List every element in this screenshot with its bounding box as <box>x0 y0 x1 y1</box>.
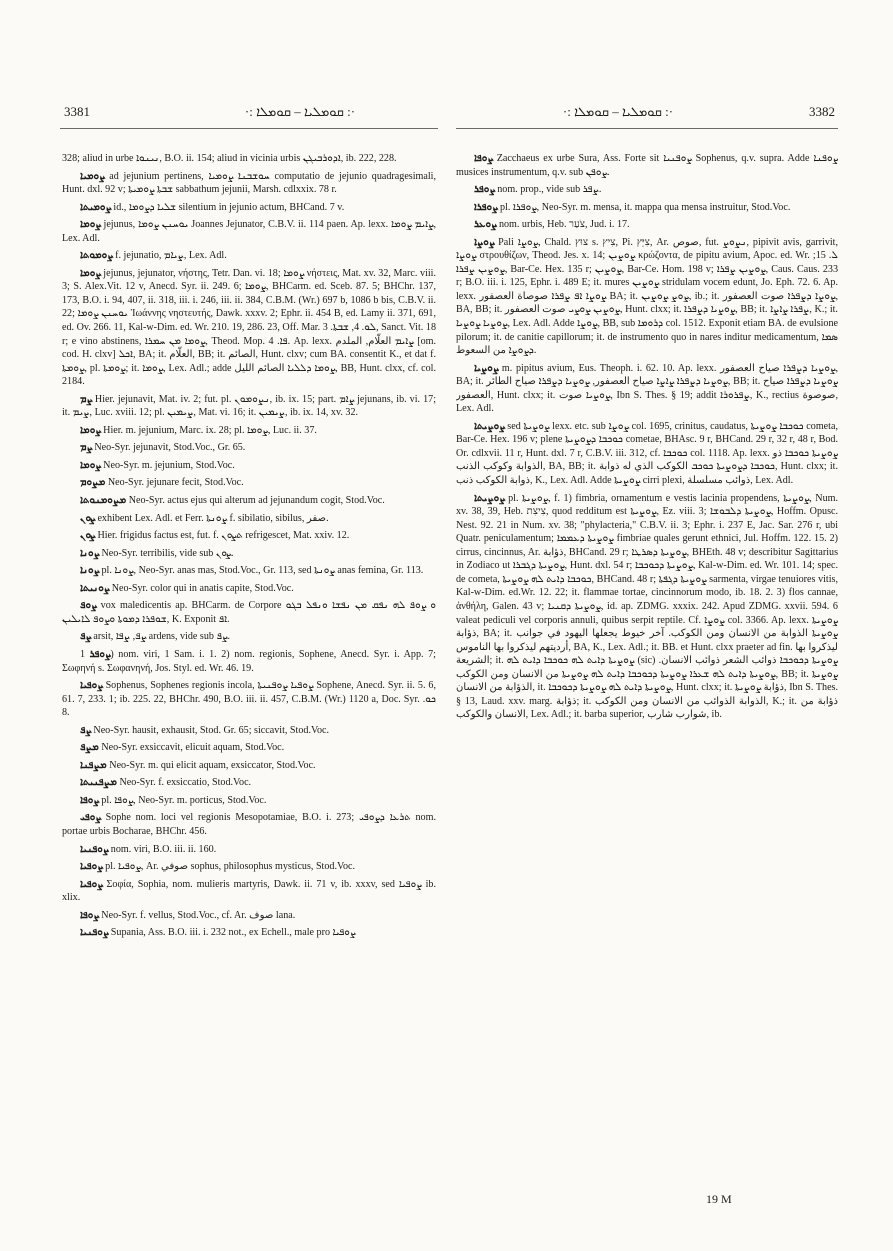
entry-text: Hier. m. jejunium, Marc. ix. 28; pl. ܨܘܡܐ, Luc. ii. 37. <box>103 424 317 436</box>
entry-headword: ܨܘܥܪ <box>474 219 497 231</box>
entry-text: Neo-Syr. color qui in anatis capite, Stod.Voc. <box>111 582 294 594</box>
dictionary-entry <box>62 267 436 389</box>
dictionary-entry <box>62 648 436 675</box>
dictionary-entry <box>62 843 436 857</box>
page-number-left: 3381 <box>64 104 90 119</box>
entry-headword: ܨܘܦܐ <box>474 153 493 164</box>
signature-mark: 19 M <box>706 1192 732 1206</box>
entry-headword: ܨܘܦܪܐ <box>474 201 498 213</box>
entry-headword: ܨܡ <box>80 442 92 454</box>
entry-headword: ܨܘܦܝܐ <box>80 878 103 890</box>
entry-headword: ܨܘܦܐ <box>80 794 99 806</box>
entry-headword: ܨܘܦܝܐ <box>80 861 103 873</box>
running-title-right: ·: ܩܘܡܠܝܐ – ܩܘܡܠܐ :· <box>562 104 674 119</box>
entry-headword: ܨܘܡܐ <box>80 459 101 471</box>
dictionary-entry <box>62 547 436 561</box>
entry-headword: ܨܘܢ <box>80 512 95 524</box>
entry-text: Neo-Syr. jejunavit, Stod.Voc., Gr. 65. <box>94 442 246 454</box>
entry-headword: ܡܨܘܡ <box>80 477 106 489</box>
dictionary-entry <box>62 249 436 263</box>
dictionary-entry <box>62 476 436 490</box>
entry-text: jejunus, jejunator, νήστης, Tetr. Dan. vi. 18; ܨܘܡܐ νήστεις, Mat. xv. 32, Marc. viii. 3; S. Alex.Vit. 12 v, Anecd. Syr. ii. 249. 6; ܨܘܡܐ, BHCarm. ed. Sceb. 87. 5; BHChr. 137, 173, B.O. i. 94, 407, ii. 318, iii. i. 246, iii. ii. 384, C.B.M. (Wr.) 697 b, 1086 b bis, C.B.V. ii. 22; ܝܘܚܢܢ ܨܘܡܐ Ἰωάννης νηστευτής, Dawk. xxxv. 2; Ephr. ii. 454 B, ed. Lamy ii. 371, 691, ed. Ov. 266. 11, Kal-w-Dim. ed. Wr. 210. 19, 286. 23, Off. Mar. ܠܘ. 4, ܫܒܬܐ. 3, Sanct. Vit. 18 r; e vino abstinens, ܨܘܡܐ ܡܢ ܚܡܪܐ, Theod. Mop. ܦܐ. 4. Ap. lexx. ܨܐܝܡ العلّام, الملدم [om. cod. H. clxv] ܐܟܠ, BA; it. العلّام, BB; it. الصائم, Hunt. clxv; cum BA. consentit K., et dat f. ܨܘܡܬܐ, pl. ܨܘܡܬܐ; it. ܨܘܡܐ, Lex. Adl.; adde ܨܘܡܐ ܕܠܠܝܐ الصائم الليل, BB, Hunt. clxx, cf. col. 2184. <box>62 267 436 388</box>
entry-headword: ܨܘܢ <box>80 530 95 542</box>
dictionary-entry <box>62 759 436 773</box>
dictionary-entry <box>456 362 838 416</box>
running-title-left: ·: ܩܘܡܠܝܐ – ܩܘܡܠܐ :· <box>244 104 356 119</box>
dictionary-entry <box>62 201 436 215</box>
dictionary-entry <box>62 218 436 245</box>
entry-headword: ܨܘܡܐ <box>80 424 101 436</box>
entry-headword: ܨܘܢܐ <box>80 547 99 559</box>
dictionary-entry <box>456 183 838 197</box>
entry-text: pl. ܨܘܦܝܐ, Ar. صوفي sophus, philosophus mysticus, Stod.Voc. <box>105 861 356 873</box>
dictionary-entry <box>456 420 838 488</box>
entry-headword: ܨܘܦܐ <box>80 909 99 921</box>
entry-text: sed ܨܘܨܝܬܐ lexx. etc. sub ܨܘܨܐ col. 1695, crinitus, caudatus, ܟܘܟܒܐ ܨܘܨܝܬܐ cometa, Bar-Ce. Hex. 196 v; plene ܟܘܟܒܐ ܕܨܘܨܝܬܐ cometae, BHAsc. 9 r, BHCand. 29 r, 32 r, 48 r, Bod. Or. cdlxvii. 11 r, Hunt. dxl. 7 r, C.B.V. iii. 312, cf. ܟܘܟܒܐ col. 1118. Ap. lexx. ܨܘܨܝܬܐ ܟܘܟܒܐ ذو الذوابة وكوكب الذنب, BA, BB; it. ܟܘܟܒܐ ܕܨܘܨܝܬܐ ܟܘܟܒ الكوكب الذي له ذوابة, Hunt. clxx; it. ذوابة الكوكب ذنب, K., Lex. Adl. Adde ܨܘܨܝܬܐ cirri plexi, ذوائب مسلسلة, Lex. Adl. <box>456 420 838 487</box>
dictionary-entry <box>62 776 436 790</box>
entry-headword: ܨܘܦܝ <box>80 812 101 824</box>
entry-text: nom. viri, B.O. iii. ii. 160. <box>110 843 217 855</box>
entry-headword: ܨܘܦܝܐ <box>80 680 103 692</box>
entry-text: nom. urbis, Heb. צֹעַר, Jud. i. 17. <box>498 219 630 231</box>
entry-text: Neo-Syr. hausit, exhausit, Stod. Gr. 65; siccavit, Stod.Voc. <box>93 724 330 736</box>
entry-headword: ܨܘܢܝܬܐ <box>80 582 110 594</box>
entry-headword: ܨܘܨܝܬܐ <box>474 492 505 504</box>
dictionary-entry <box>62 741 436 755</box>
entry-headword: ܨܘܡܝܬܐ <box>80 201 111 213</box>
entry-text: Neo-Syr. exsiccavit, elicuit aquam, Stod.Voc. <box>101 742 285 754</box>
entry-headword: ܨܘܡܐ <box>80 267 101 279</box>
dictionary-entry <box>62 811 436 838</box>
dictionary-entry <box>62 459 436 473</box>
running-header <box>0 102 893 126</box>
entry-text: Pali ܨܘܨܐ, Chald. צוּץ s. צִיץ, Pi. צִיֵּץ, Ar. صوص, fut. ܢܨܘܨ, pipivit avis, garrivit, ܨܘܨܐ στρουθίζων, Theod. Jes. x. 14; ܨܘܨܝܢ κρώζοντα, de pipitu avium, Apoc. ed. Wr. ܠ. 15; ܨܘܨܝܢ ܨܦܪܐ, Bar-Ce. Hex. 135 r; ܨܘܨܝܢ, Bar-Ce. Hom. 198 v; ܨܘܨܝܢ ܨܦܪܐ, Caus. Caus. 233 r; B.O. iii. i. 125, Ephr. i. 489 E; it. mures ܨܘܨܝܢ stridulam vocem edunt, Jo. Eph. 72. 6. Ap. lexx. ܨܘܨܐ ܐܦ ܨܦܪܐ صوصاة العصفور BA; it. ܨܘܨ ܨܘܨܝܢ, ib.; it. ܨܘܨܐ ܕܨܦܪܐ صوت العصفور, BA, BB; it. ܨܘܨܝܢ ܨܘܨܝ صوت العصفور, Hunt. clxx; it. ܨܘܨܝܐ ܕܨܦܪܐ, BB; it. ܨܦܪܐ ܨܐܨܐ, K.; it. ܨܘܨܝܐ ܨܘܨܝܐ, Lex. Adl. Adde ܨܘܨܐ, BB, sub ܕܪܘܡܐ col. 1512. Exponit etiam BA. de evulsione pilorum; it. de canitie capillorum; it. de instrumento quo in nares inditur medicamentum, ܣܡܐ ܕܨܘܨܐ من السعوط. <box>456 236 838 357</box>
dictionary-entry <box>62 393 436 420</box>
entry-text: jejunus, ܝܘܚܢܢ ܨܘܡܐ Joannes Jejunator, C.B.V. ii. 114 paen. Ap. lexx. ܨܐܝܡ ܨܘܡܐ, Lex. Adl. <box>62 219 436 244</box>
entry-text: exhibent Lex. Adl. et Ferr. ܨܘܢܬܐ f. sibilatio, sibilus, صفر. <box>97 512 329 524</box>
entry-text: Zacchaeus ex urbe Sura, Ass. Forte sit ܨܘܦܢܝܐ Sophenus, q.v. supra. Adde ܨܘܦܢܐ musices instrumentum, q.v. sub ܨܘܦܢ. <box>456 153 838 178</box>
dictionary-entry <box>62 926 436 940</box>
entry-headword: ܡܨܦܢܝܬܐ <box>80 777 117 789</box>
dictionary-entry <box>62 441 436 455</box>
dictionary-entry <box>62 564 436 578</box>
entry-headword: ܨܘܦ <box>80 600 97 612</box>
entry-text: Hier. jejunavit, Mat. iv. 2; fut. pl. ܢܨܘܡܘܢ, ib. ix. 15; part. ܨܐܡ jejunans, ib. vi. 17; it. ܨܝܡ, Luc. xviii. 12; pl. ܨܝܡܝܢ, Mat. vi. 16; it. ܨܝܡܝܢ, ib. ix. 14, xv. 32. <box>62 393 436 419</box>
dictionary-entry <box>456 152 838 179</box>
entry-text: nom. prop., vide sub ܨܦܪ. <box>497 184 602 196</box>
entry-text: Neo-Syr. f. exsiccatio, Stod.Voc. <box>119 777 252 789</box>
dictionary-entry <box>62 529 436 543</box>
dictionary-entry <box>62 630 436 644</box>
entry-text: Neo-Syr. terribilis, vide sub ܨܘܢ. <box>101 547 234 559</box>
dictionary-entry <box>62 152 436 166</box>
entry-text: id., ܫܠܝܐ ܕܨܘܡܐ silentium in jejunio actum, BHCand. 7 v. <box>113 201 345 213</box>
dictionary-entry <box>62 582 436 596</box>
entry-headword: ܡܨܦܢܐ <box>80 759 107 771</box>
entry-headword: ܡܨܘܡܢܘܬܐ <box>80 495 127 507</box>
entry-headword: ܨܡ <box>80 393 92 405</box>
dictionary-entry <box>62 794 436 808</box>
entry-headword: ܨܘܦܪ <box>89 648 111 660</box>
entry-text: Neo-Syr. actus ejus qui alterum ad jejunandum cogit, Stod.Voc. <box>128 495 385 507</box>
entry-headword: ܨܘܦܪ <box>474 184 495 196</box>
dictionary-entry <box>456 218 838 232</box>
header-rule-left <box>60 128 438 129</box>
dictionary-entry <box>62 878 436 905</box>
entry-text: pl. ܨܘܢܐ, Neo-Syr. anas mas, Stod.Voc., Gr. 113, sed ܨܘܢܬܐ anas femina, Gr. 113. <box>101 565 424 577</box>
entry-headword: ܨܘܡܝܐ <box>80 170 105 182</box>
entry-headword: ܨܦ <box>80 724 91 736</box>
entry-text: pl. ܨܘܦܐ, Neo-Syr. m. porticus, Stod.Voc. <box>101 794 267 806</box>
left-column <box>62 152 436 1212</box>
entry-headword: ܨܘܡܐ <box>80 219 101 231</box>
entry-text: pl. ܨܘܦܪܐ, Neo-Syr. m. mensa, it. mappa qua mensa instruitur, Stod.Voc. <box>500 201 791 213</box>
dictionary-entry <box>62 679 436 720</box>
dictionary-entry <box>456 492 838 722</box>
entry-text: Neo-Syr. m. qui elicit aquam, exsiccator, Stod.Voc. <box>109 759 316 771</box>
entry-text: Neo-Syr. f. vellus, Stod.Voc., cf. Ar. صوف lana. <box>101 909 296 921</box>
entry-headword: ܨܘܨܐ <box>474 236 495 248</box>
entry-text: Supania, Ass. B.O. iii. i. 232 not., ex Echell., male pro ܨܘܦܝܐ <box>110 927 356 939</box>
entry-text: f. jejunatio, ܨܝܐܡ, Lex. Adl. <box>115 250 227 262</box>
entry-text: Σοφία, Sophia, nom. mulieris martyris, Dawk. ii. 71 v, ib. xxxv, sed ܨܘܦܝܐ ib. xlix. <box>62 878 436 904</box>
dictionary-entry <box>62 424 436 438</box>
entry-headword: ܨܘܢܐ <box>80 565 99 577</box>
entry-headword: ܨܘܦܢܝܐ <box>80 843 109 855</box>
dictionary-entry <box>456 201 838 215</box>
entry-text: arsit, ܨܦ, ܨܦܐ ardens, vide sub ܨܦ. <box>93 631 230 643</box>
right-column <box>456 152 838 1212</box>
entry-headword: ܨܘܨܝܬܐ <box>474 420 505 432</box>
entry-text: 1) nom. viri, 1 Sam. i. 1. 2) nom. regionis, Sophene, Anecd. Syr. i. App. 7; Σωφηνή s. Σωφανηνή, Jos. Styl. ed. Wr. 46. 19. <box>62 648 436 674</box>
header-rule-right <box>456 128 838 129</box>
page-number-right: 3382 <box>809 104 835 119</box>
entry-text: Hier. frigidus factus est, fut. f. ܬܨܘܢ refrigescet, Mat. xxiv. 12. <box>97 530 350 542</box>
entry-text: vox maledicentis ap. BHCarm. de Corpore ܘ ܨܘܦ ܠܗ ܢܦܩ ܡܢ ܢܦܫܐ ܘܢܦܠ ܒܓܘ ܫܘܦܪܐ ܕܡܘܬܐ ܘܨܘܦ ܠܐܝܠܝܢ, K. Exponit ܐܦ. <box>62 600 436 625</box>
dictionary-entry <box>62 724 436 738</box>
entry-text: m. pipitus avium, Eus. Theoph. i. 62. 10. Ap. lexx. ܨܘܨܝܐ ܕܨܦܪܐ صياح العصفور, BA; it. ܨܘܨܝܐ ܕܨܦܪܐ ܨܐܨܐ صياح العصفور, ܨܘܨܝܐ ܕܨܦܪܐ صياح الطائر, BB; it. ܨܘܨܝܐ ܕܨܦܪܐ صياح العصفور, Hunt. clxx; it. ܨܘܨܝܐ صوت, Ibn S. Thes. § 19; addit ܨܦܪܘܪܐ, K., rectius صوصوة, Lex. Adl. <box>456 362 838 415</box>
dictionary-entry <box>62 599 436 626</box>
entry-headword: ܡܨܦ <box>80 742 99 754</box>
entry-text: Sophe nom. loci vel regionis Mesopotamiae, B.O. i. 273; ܬܪܥܐ ܕܨܘܦܝ nom. portae urbis Bocharae, BHChr. 456. <box>62 812 436 837</box>
dictionary-entry <box>62 512 436 526</box>
entry-text: 328; aliud in urbe ܢܝܢܘܐ, B.O. ii. 154; aliud in vicinia urbis ܐܕܘܪܒܝܓܢ, ib. 222, 228. <box>62 153 397 164</box>
dictionary-entry <box>62 909 436 923</box>
dictionary-entry <box>62 860 436 874</box>
entry-text: pl. ܨܘܨܝܬܐ, f. 1) fimbria, ornamentum e vestis lacinia propendens, ܨܘܨܝܬܐ, Num. xv. 38, 39, Heb. צִיצִת, quod redditum est ܨܘܨܝܬܐ, Ez. viii. 3; ܨܘܨܝܬܐ ܕܠܒܘܫܐ, Hoffm. Opusc. Nest. 92. 21 in Num. xv. 38; "phylacteria," C.B.V. ii. 3; Ephr. i. 237 E, Jac. Sar. 276 r, ubi Quatr. peniculamentum; ܨܘܨܝܬܐ ܕܥܡܡܐ fimbriae quales gerunt ethnici, Jul. Hoffm. 122. 15. 2) cirrus, cincinnus, Ar. ذؤابة, BHCand. 29 r; ܨܘܨܝܬܐ ܕܣܪܛܐ, BHEth. 48 v; describitur Sagittarius in Zodiaco ut ܨܘܨܝܬܐ ܕܓܒܪܐ, Hunt. dxl. 54 r; ܨܘܨܝܬܐ ܕܟܘܟܒܐ, Kal-w-Dim. ed. Wr. 101. 14; spec. de cometa, ܟܘܟܒܐ ܕܐܝܬ ܠܗ ܨܘܨܝܬܐ, BHCand. 48 r; ܨܘܨܝܬܐ ܕܓܦܬܐ sarmenta, virgae tenuiores vitis, Kal-w-Dim. ed.Wr. 12. 22; it. flammae tortae, cincinnorum modo, ib. 18. 2. 3) flos cannae, ἀνθήλη, Galen. 43 v; ܨܘܨܝܬܐ ܕܩܢܝܐ, id. ap. ZDMG. xxxix. 242. Apud ZDMG. xxvii. 594. 6 valeat pediculi vel corporis annuli, quibus serpit reptile. Cf. ܨܘܨܐ col. 3366. Ap. lexx. ܨܘܨܝܬܐ ذؤابة, BA; it. ܨܘܨܝܬܐ الذوابة من الانسان ومن الكوكب. آخر خيوط يجعلها اليهود في جوانب أرديتهم ليذكروا بها الناموس, BA, K., Lex. Adl.; it. BB. et Hunt. clxx praeter ad fin. ليذكروا بها الشريعة; it. ܨܘܨܝܬܐ ܕܐܝܬ ܠܗ ܟܘܟܒܐ ܕܐܝܬ ܠܗ (sic) ܨܘܨܝܬܐ ܕܟܘܟܒܐ ذوائب الشعر ذوائب الانسان. ܨܘܨܝܬܐ ܕܐܝܬ ܠܗ ܫܥܪܐ ܨܘܨܝܬܐ ܕܟܘܟܒܐ ܕܐܝܬ ܠܗ ܨܘܨܝܬܐ من الانسان ومن الكوكب, BB; it. ܨܘܨܝܬܐ الذؤابة من الانسان, it. ܨܘܨܝܬܐ ܕܐܝܬ ܠܗ ܨܘܨܝܬܐ ܕܟܘܟܒܐ, Hunt. clxx; it. ذؤابة ܨܘܨܝܬܐ, Ibn S. Thes. § 13, Laud. xxv. marg. ذؤابة; it. الذوابة الذوائب من الانسان ومن الكوكب, K.; it. ذؤابة من الانسان والكوكب, Lex. Adl.; it. barba superior, شوارب شارب, ib. <box>456 492 838 721</box>
dictionary-entry <box>62 170 436 197</box>
entry-text: ad jejunium pertinens, ܚܘܫܒܢܐ ܨܘܡܝܐ computatio de jejunio quadragesimali, Hunt. dxl. 92 v; ܫܒܬܐ ܨܘܡܝܬܐ sabbathum jejunii, Marsh. cdlxxix. 78 r. <box>62 170 436 196</box>
entry-headword: ܨܘܨܝܐ <box>474 362 499 374</box>
entry-headword: ܨܘܦܢܝܐ <box>80 927 109 939</box>
entry-headword: ܨܘܡܘܬܐ <box>80 250 113 262</box>
entry-text: Neo-Syr. m. jejunium, Stod.Voc. <box>103 459 235 471</box>
dictionary-entry <box>456 236 838 358</box>
entry-text: Sophenus, Sophenes regionis incola, ܨܘܦܝܐ ܨܘܦܢܝܬܐ Sophene, Anecd. Syr. ii. 5. 6, 61. 7, 233. 1; ib. 225. 22, BHChr. 490, B.O. iii. ii. 457, C.B.M. (Wr.) 1120 a, Doc. Syr. ܟܘ. 8. <box>62 680 436 719</box>
dictionary-entry <box>62 494 436 508</box>
entry-headword: ܨܦ <box>80 631 91 643</box>
entry-text: Neo-Syr. jejunare fecit, Stod.Voc. <box>107 477 244 489</box>
